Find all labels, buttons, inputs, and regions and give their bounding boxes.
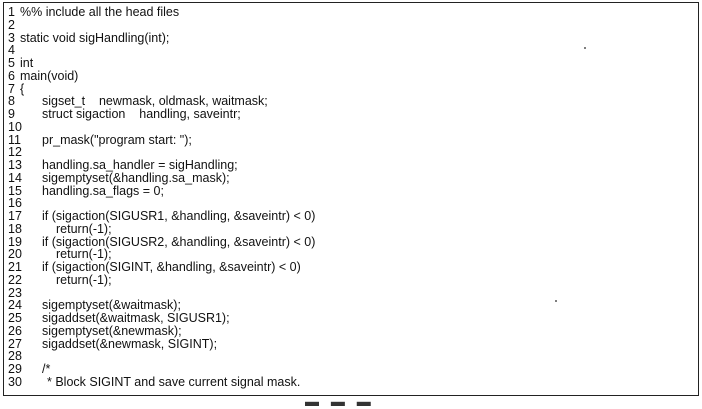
line-number: 6 [8,68,15,83]
line-number: 18 [8,221,22,236]
line-number: 14 [8,170,22,185]
line-number: 2 [8,17,15,32]
line-number: 20 [8,247,22,262]
line-text: /* [42,362,51,376]
line-number: 12 [8,145,22,160]
line-text: %% include all the head files [20,5,180,19]
line-number: 4 [8,43,15,58]
line-text: return(-1); [56,272,112,287]
line-number: 29 [8,362,22,376]
line-number: 10 [8,119,22,134]
line-number: 26 [8,323,22,338]
line-number: 16 [8,196,22,211]
line-text: pr_mask("program start: "); [42,132,192,147]
line-number: 17 [8,209,22,223]
line-number: 21 [8,260,22,274]
line-text: sigemptyset(&waitmask); [42,298,181,313]
line-text: sigemptyset(&handling.sa_mask); [42,170,230,185]
line-text: { [20,81,25,96]
line-number: 9 [8,107,15,121]
line-number: 25 [8,311,22,325]
line-number: 11 [8,132,21,147]
line-number: 3 [8,30,15,45]
line-number: 7 [8,81,15,96]
line-text: sigaddset(&newmask, SIGINT); [42,336,218,351]
line-text: return(-1); [56,221,112,236]
scan-speck [584,47,586,49]
line-text: return(-1); [56,247,112,262]
line-text: handling.sa_flags = 0; [42,183,164,198]
line-number: 15 [8,183,22,198]
line-text: static void sigHandling(int); [20,30,170,45]
scan-speck [555,300,557,302]
line-text: sigemptyset(&newmask); [42,323,182,338]
line-number: 27 [8,336,22,351]
line-text: if (sigaction(SIGUSR2, &handling, &saveintr) < 0) [42,234,316,249]
line-text: handling.sa_handler = sigHandling; [42,158,238,172]
line-text: if (sigaction(SIGINT, &handling, &saveintr) < 0) [42,260,301,274]
line-number: 28 [8,349,22,364]
line-text: sigset_t newmask, oldmask, waitmask; [42,94,268,109]
bleed-through-marks: ▬ ▬ ▬ [305,393,375,409]
line-text: * Block SIGINT and save current signal mask. [47,374,301,389]
line-number: 30 [8,374,22,389]
line-number: 22 [8,272,22,287]
line-text: int [20,56,34,70]
line-text: sigaddset(&waitmask, SIGUSR1); [42,311,230,325]
line-number: 19 [8,234,22,249]
line-number: 24 [8,298,22,313]
line-text: struct sigaction handling, saveintr; [42,107,241,121]
line-number: 23 [8,285,22,300]
code-listing [3,2,699,396]
line-number: 8 [8,94,15,109]
line-text: if (sigaction(SIGUSR1, &handling, &saveintr) < 0) [42,209,316,223]
line-number: 5 [8,56,15,70]
line-number: 1 [8,5,15,19]
line-text: main(void) [20,68,79,83]
line-number: 13 [8,158,22,172]
